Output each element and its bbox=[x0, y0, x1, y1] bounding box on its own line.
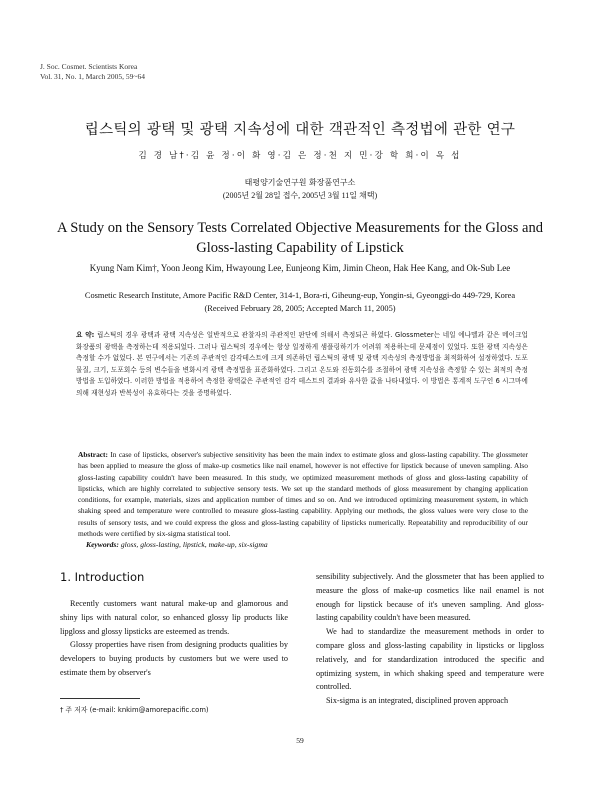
korean-title: 립스틱의 광택 및 광택 지속성에 대한 객관적인 측정법에 관한 연구 bbox=[84, 122, 516, 138]
intro-paragraph-4: Six-sigma is an integrated, disciplined proven approach bbox=[326, 696, 509, 706]
journal-volume: Vol. 31, No. 1, March 2005, 59~64 bbox=[40, 72, 145, 81]
footnote-rule bbox=[60, 698, 140, 699]
english-title bbox=[40, 218, 560, 258]
intro-paragraph-2: Glossy properties have risen from designing products qualities by developers to buying products by customers but we were used to estimate them by observer's bbox=[60, 640, 288, 677]
intro-paragraph-2-continued: sensibility subjectively. And the glossmeter that has been applied to measure the gloss of make-up cosmetics like nail enamel is not enough for lipstick because of it's uneven sampling. And gloss-lasting capability couldn't have been measured. bbox=[316, 572, 544, 623]
journal-name: J. Soc. Cosmet. Scientists Korea bbox=[40, 62, 138, 71]
english-abstract bbox=[78, 449, 528, 539]
english-authors: Kyung Nam Kim†, Yoon Jeong Kim, Hwayoung Lee, Eunjeong Kim, Jimin Cheon, Hak Hee Kang, and Ok-Sub Lee bbox=[89, 263, 511, 273]
section-heading: 1. Introduction bbox=[60, 570, 145, 584]
korean-institute: 태평양기술연구원 화장품연구소 bbox=[244, 178, 356, 187]
korean-abstract-text: 립스틱의 경우 광택과 광택 지속성은 일반적으로 관찰자의 주관적인 판단에 의해서 측정되곤 하였다. Glossmeter는 네일 에나멜과 같은 메이크업 화장품의 광택을 측정하는데 적용되었다. 그러나 립스틱의 경우에는 항상 일정하게 샘플링하기가 어려워 적용하는데 문제점이 있었다. 또한 광택 지속성은 측정할 수가 없었다. 본 연구에서는 기존의 주관적인 감각테스트에 크게 의존하던 립스틱의 광택 및 광택 지속성의 측정방법을 최적화하여 설정하였다. 도포물질, 크기, 도포회수 등의 변수들을 변화시켜 광택 측정법을 표준화하였다. 그리고 온도와 진동회수를 조절하여 광택 지속성을 측정할 수 있는 최적의 측정방법을 도입하였다. 이러한 방법을 적용하여 측정한 광택값은 주관적인 감각 테스트의 결과와 유사한 값을 나타내었다. 이 방법은 통계적 도구인 6 시그마에 의해 재현성과 반복성이 유효하다는 것을 증명하였다. bbox=[76, 331, 529, 397]
journal-header bbox=[40, 62, 145, 82]
english-dates: (Received February 28, 2005; Accepted March 11, 2005) bbox=[204, 304, 396, 313]
english-abstract-text: In case of lipsticks, observer's subjective sensitivity has been the main index to estimate gloss and gloss-lasting capability. The glossmeter has been applied to measure the gloss of make-up cosmetics like nail enamel, however is not effective for lipstick because of uneven sampling. Also gloss-lasting capability couldn't have been measured. In this study, we optimized measurement methods of gloss and gloss-lasting capability of lipsticks, which are highly correlated to subjective sensory tests. We set up the standard methods of gloss measurement by changing application conditions, for example, materials, sizes and application number of times and so on. And we introduced optimizing measurement system, in which shaking speed and temperature were controlled to measure gloss-lasting capability. Applying our methods, the gloss values were very close to the results of sensory tests, and we could express the gloss and gloss-lasting capability of lipsticks numerically. Repeatability and reproducibility of our methods were certified by six-sigma statistical tool. bbox=[78, 450, 528, 539]
keywords bbox=[86, 540, 268, 549]
english-title-line2: Gloss-lasting Capability of Lipstick bbox=[196, 240, 404, 256]
english-institute-block bbox=[20, 289, 580, 315]
korean-abstract bbox=[76, 330, 528, 399]
keywords-text: gloss, gloss-lasting, lipstick, make-up, six-sigma bbox=[120, 540, 268, 549]
keywords-label: Keywords: bbox=[86, 540, 119, 549]
english-institute: Cosmetic Research Institute, Amore Pacific R&D Center, 314-1, Bora-ri, Giheung-eup, Yongin-si, Gyeonggi-do 449-729, Korea bbox=[84, 291, 516, 300]
english-title-line1: A Study on the Sensory Tests Correlated Objective Measurements for the Gloss and bbox=[57, 220, 543, 236]
page-number: 59 bbox=[296, 736, 304, 745]
intro-paragraph-1: Recently customers want natural make-up and glamorous and shiny lips with natural color, so enhanced glossy lip products like lipgloss and glossy lipsticks are esteemed as trends. bbox=[60, 599, 288, 636]
intro-paragraph-3: We had to standardize the measurement methods in order to compare gloss and gloss-lasting capability in lipsticks or lipgloss relatively, and for standardization introduced the specific and optimizing system, in which shaking speed and temperature were controlled. bbox=[316, 627, 544, 692]
korean-dates: (2005년 2월 28일 접수, 2005년 3월 11일 채택) bbox=[222, 191, 378, 200]
right-column bbox=[316, 570, 544, 708]
english-abstract-label: Abstract: bbox=[78, 450, 108, 459]
korean-abstract-label: 요 약: bbox=[76, 331, 95, 339]
footnote: † 주 저자 (e-mail: knkim@amorepacific.com) bbox=[60, 706, 209, 714]
left-column bbox=[60, 597, 288, 680]
korean-authors: 김 경 남†·김 윤 정·이 화 영·김 은 정·천 지 민·강 학 희·이 옥 섭 bbox=[138, 151, 462, 161]
